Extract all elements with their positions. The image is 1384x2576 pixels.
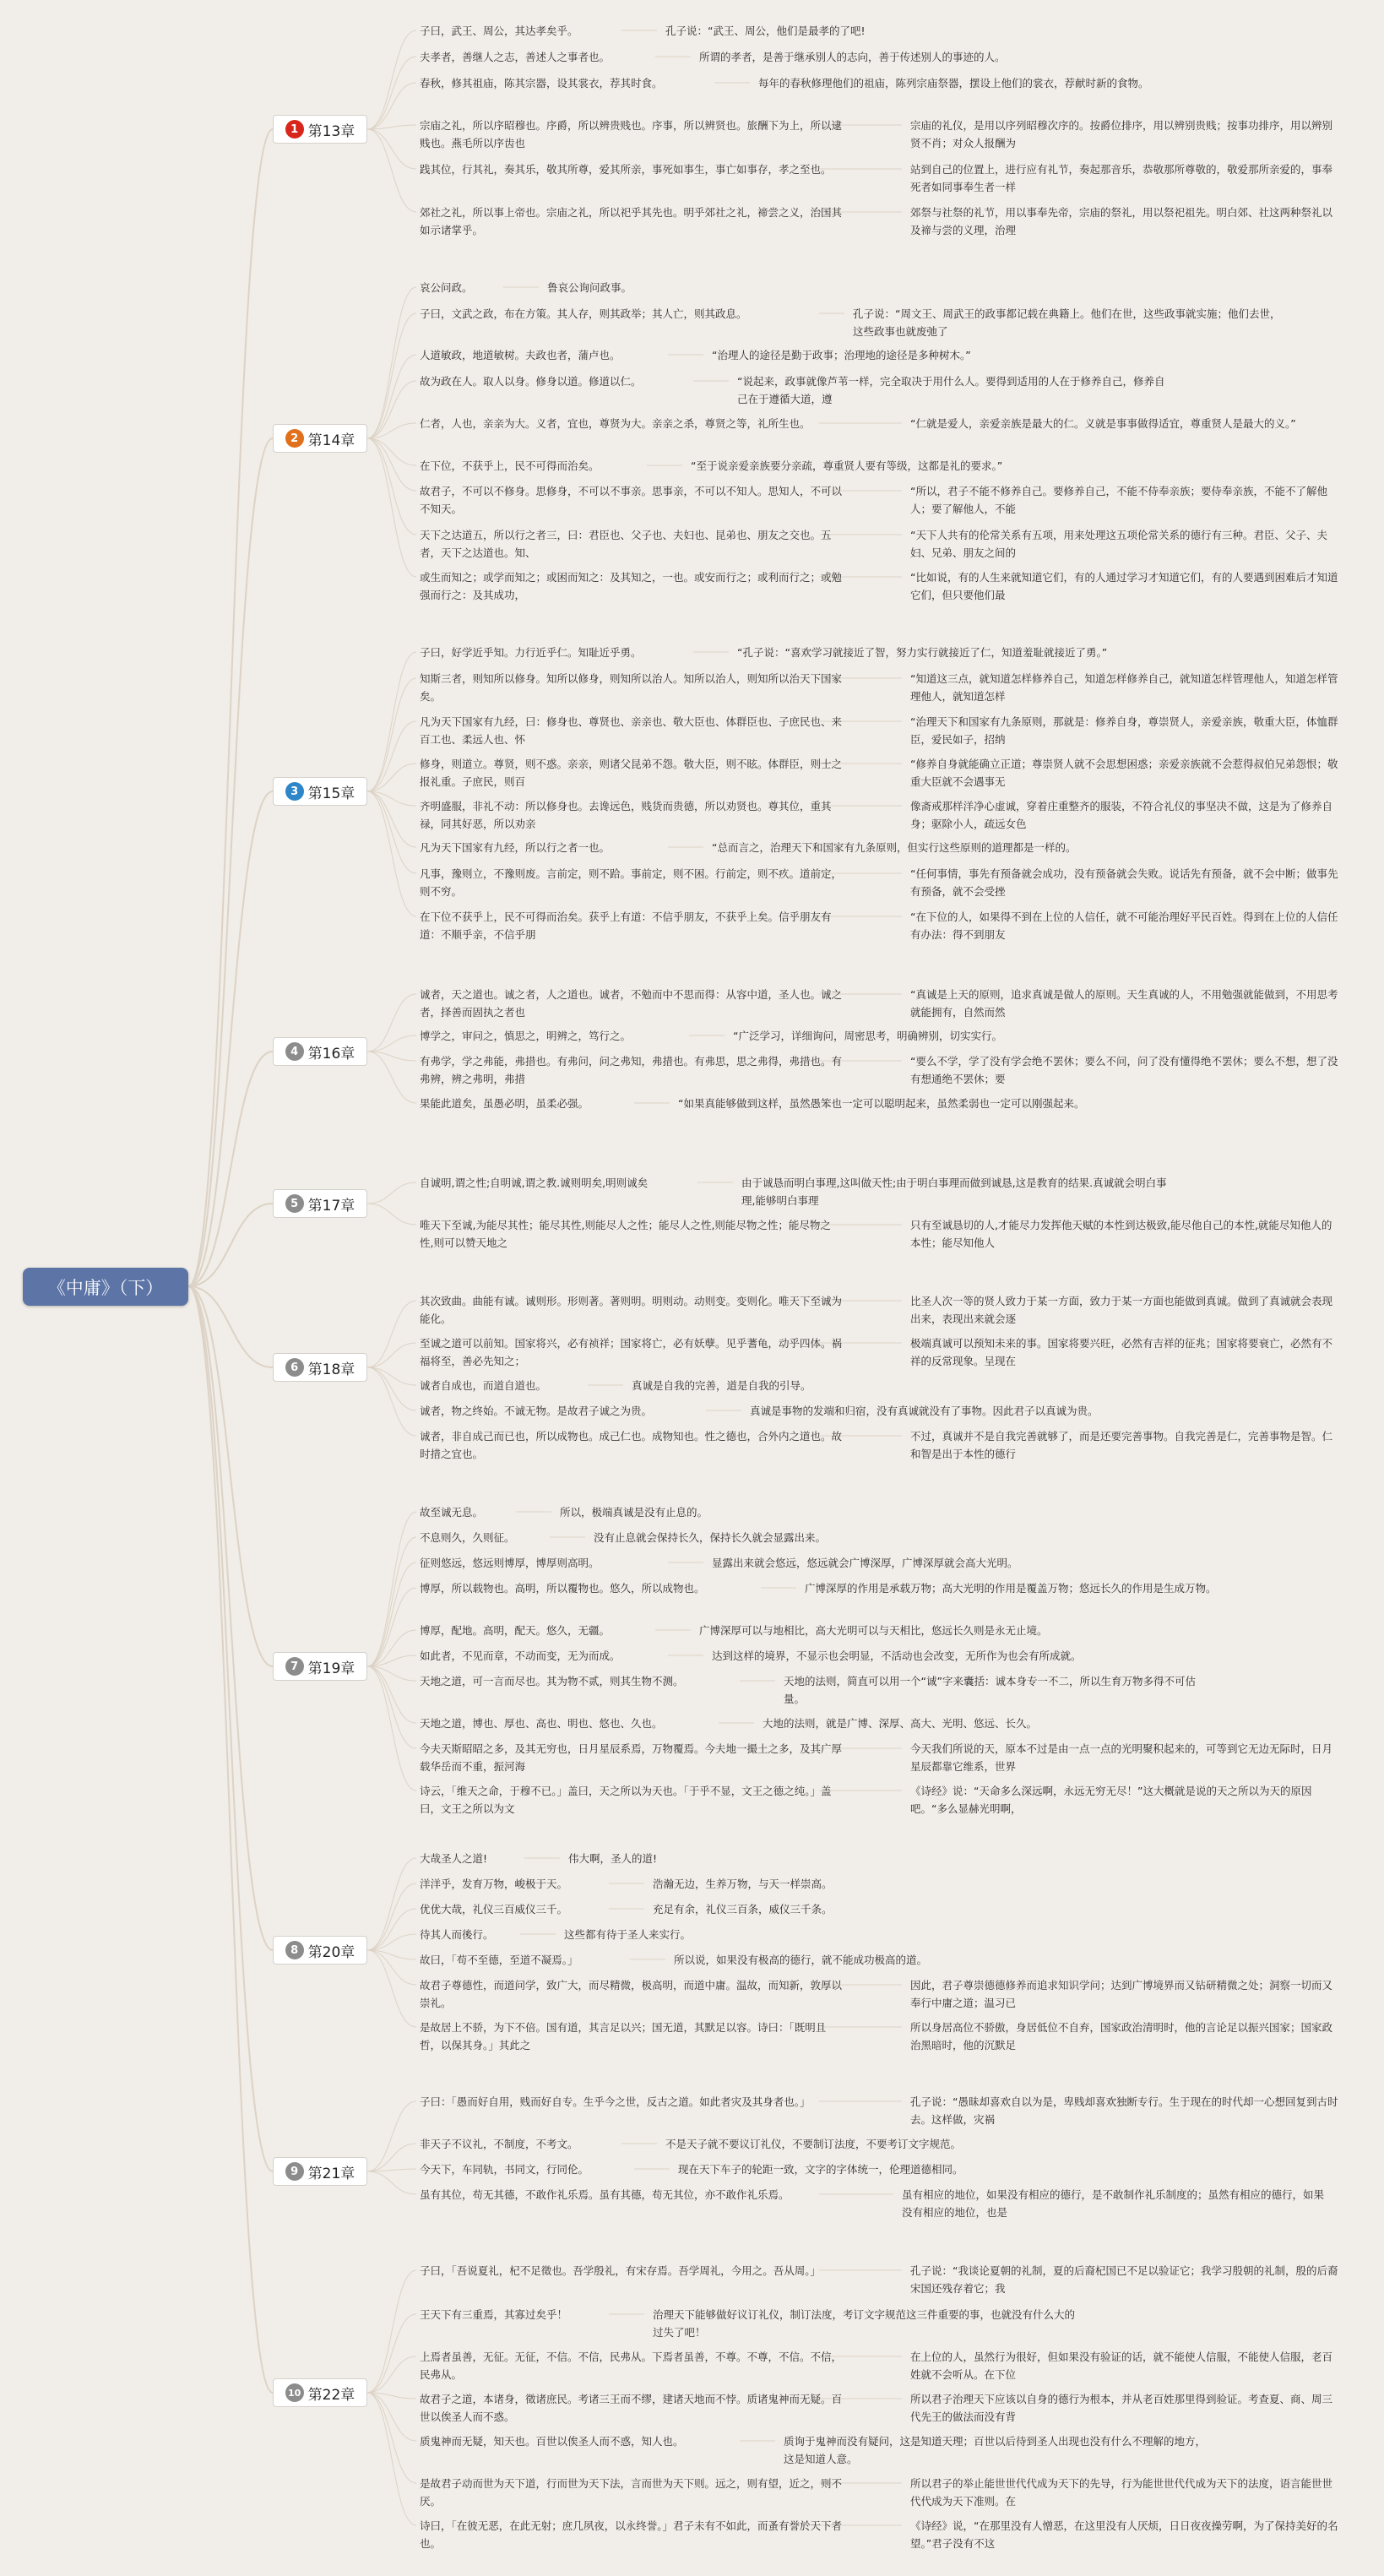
chapter-label: 第18章: [307, 1361, 355, 1378]
source-text-node[interactable]: 博厚，所以载物也。高明，所以覆物也。悠久，所以成物也。: [420, 1582, 705, 1595]
source-text-node[interactable]: 子曰：「愚而好自用，贱而好自专。生乎今之世，反古之道。如此者灾及其身者也。」: [420, 2095, 811, 2108]
source-text-node[interactable]: 故君子之道，本诸身，徵诸庶民。考诸三王而不缪，建诸天地而不悖。质诸鬼神而无疑。百世以俟圣人而不惑。: [420, 2393, 843, 2423]
connector: [367, 1204, 416, 1225]
translation-text-node[interactable]: 由于诚恳而明白事理,这叫做天性;由于明白事理而做到诚恳,这是教育的结果.真诚就会明白事理,能够明白事理: [741, 1177, 1167, 1207]
connector: [367, 381, 416, 438]
connector: [367, 1666, 416, 1748]
connector: [367, 2171, 416, 2194]
translation-text-node[interactable]: “任何事情，事先有预备就会成功，没有预备就会失败。说话先有预备，就不会中断；做事先有预备，就不会受挫: [910, 867, 1338, 898]
translation-text-node[interactable]: “总而言之，治理天下和国家有九条原则，但实行这些原则的道理都是一样的。: [712, 841, 1077, 854]
chapter-label: 第19章: [307, 1660, 355, 1677]
translation-text-node[interactable]: 鲁哀公询问政事。: [547, 281, 632, 294]
connector: [367, 1343, 416, 1367]
connector: [367, 2393, 416, 2525]
translation-text-node[interactable]: 比圣人次一等的贤人致力于某一方面，致力于某一方面也能做到真诚。做到了真诚就会表现出来，表现出来就会逐: [910, 1295, 1333, 1325]
translation-text-node[interactable]: 所谓的孝者，是善于继承别人的志向，善于传述别人的事迹的人。: [699, 51, 1006, 63]
translation-text-node[interactable]: 所以君子的举止能世世代代成为天下的先导，行为能世世代代成为天下的法度，语言能世世代代成为天下准则。在: [910, 2477, 1333, 2508]
connector: [367, 1052, 416, 1103]
source-text-node[interactable]: 夫孝者，善继人之志，善述人之事者也。: [420, 51, 611, 63]
connector: [367, 652, 416, 791]
chapter-node[interactable]: [273, 1652, 367, 1681]
connector: [367, 1883, 416, 1950]
translation-text-node[interactable]: “说起来，政事就像芦苇一样，完全取决于用什么人。要得到适用的人在于修养自己，修养自己在于遵循大道，遵: [737, 375, 1165, 405]
connector: [367, 57, 416, 129]
source-text-node[interactable]: 有弗学，学之弗能，弗措也。有弗问，问之弗知，弗措也。有弗思，思之弗得，弗措也。有弗辨，辨之弗明，弗措: [420, 1055, 843, 1085]
translation-text-node[interactable]: 极端真诚可以预知未来的事。国家将要兴旺，必然有吉祥的征兆；国家将要衰亡，必然有不祥的反常现象。呈现在: [910, 1337, 1333, 1367]
chapter-node[interactable]: [273, 1353, 367, 1382]
connector: [188, 1286, 273, 2393]
connector: [367, 313, 416, 438]
translation-text-node[interactable]: 真诚是事物的发端和归宿，没有真诚就没有了事物。因此君子以真诚为贵。: [750, 1405, 1099, 1417]
source-text-node[interactable]: 天地之道，博也、厚也、高也、明也、悠也、久也。: [420, 1717, 663, 1730]
translation-text-node[interactable]: 这些都有待于圣人来实行。: [564, 1928, 692, 1941]
chapter-number-badge: 2: [285, 429, 304, 448]
chapter-number-badge: 3: [285, 782, 304, 801]
connector: [367, 791, 416, 847]
translation-text-node[interactable]: “比如说，有的人生来就知道它们，有的人通过学习才知道它们，有的人要遇到困难后才知道它们，但只要他们最: [910, 571, 1338, 601]
source-text-node[interactable]: 哀公问政。: [420, 281, 473, 294]
source-text-node[interactable]: 修身，则道立。尊贤，则不惑。亲亲，则诸父昆弟不怨。敬大臣，则不眩。体群臣，则士之报礼重。子庶民，则百: [420, 758, 843, 788]
connector: [367, 1562, 416, 1666]
source-text-node[interactable]: 大哉圣人之道!: [420, 1852, 488, 1865]
connector: [367, 129, 416, 169]
source-text-node[interactable]: 或生而知之；或学而知之；或困而知之：及其知之，一也。或安而行之；或利而行之；或勉强而行之：及其成功，: [420, 571, 843, 601]
translation-text-node[interactable]: 因此，君子尊崇德德修养而追求知识学问；达到广博境界而又钻研精微之处；洞察一切而又奉行中庸之道；温习已: [910, 1979, 1333, 2009]
chapter-number-badge: 8: [285, 1941, 304, 1959]
source-text-node[interactable]: 优优大哉，礼仪三百威仪三千。: [420, 1903, 568, 1916]
source-text-node[interactable]: 上焉者虽善，无征。无征，不信。不信，民弗从。下焉者虽善，不尊。不尊，不信。不信，民弗从。: [420, 2350, 843, 2381]
connector: [367, 129, 416, 212]
connector: [367, 1666, 416, 1723]
chapter-number-badge: 4: [285, 1042, 304, 1061]
source-text-node[interactable]: 子曰，「吾说夏礼，杞不足徵也。吾学殷礼，有宋存焉。吾学周礼，今用之。吾从周。」: [420, 2264, 822, 2277]
translation-text-node[interactable]: 不过，真诚并不是自我完善就够了，而是还要完善事物。自我完善是仁，完善事物是智。仁和智是出于本性的德行: [910, 1430, 1333, 1460]
chapter-node[interactable]: [273, 1037, 367, 1066]
translation-text-node[interactable]: 宗庙的礼仪，是用以序列昭穆次序的。按爵位排序，用以辨别贵贱；按事功排序，用以辨别贤不肖；对众人报酬为: [910, 119, 1333, 149]
chapter-node[interactable]: [273, 115, 367, 144]
source-text-node[interactable]: 博学之，审问之，慎思之，明辨之，笃行之。: [420, 1030, 632, 1042]
chapter-label: 第20章: [307, 1943, 355, 1961]
translation-text-node[interactable]: 大地的法则，就是广博、深厚、高大、光明、悠远、长久。: [763, 1717, 1038, 1730]
connector: [367, 721, 416, 791]
source-text-node[interactable]: 如此者，不见而章，不动而变，无为而成。: [420, 1649, 621, 1662]
source-text-node[interactable]: 天下之达道五，所以行之者三，曰：君臣也、父子也、夫妇也、昆弟也、朋友之交也。五者，天下之达道也。知、: [420, 529, 832, 559]
translation-text-node[interactable]: “所以，君子不能不修养自己。要修养自己，不能不侍奉亲族；要侍奉亲族，不能不了解他人；要了解他人，不能: [910, 485, 1327, 515]
translation-text-node[interactable]: 所以，极端真诚是没有止息的。: [560, 1506, 708, 1519]
connector: [367, 2314, 416, 2393]
connector: [367, 1909, 416, 1950]
connector: [367, 438, 416, 465]
source-text-node[interactable]: 郊社之礼，所以事上帝也。宗庙之礼，所以祀乎其先也。明乎郊社之礼，禘尝之义，治国其如示诸掌乎。: [420, 206, 843, 236]
translation-text-node[interactable]: 浩瀚无边，生养万物，与天一样崇高。: [653, 1878, 833, 1890]
connector: [367, 791, 416, 916]
source-text-node[interactable]: 凡为天下国家有九经，所以行之者一也。: [420, 841, 611, 854]
source-text-node[interactable]: 唯天下至诚,为能尽其性；能尽其性,则能尽人之性；能尽人之性,则能尽物之性；能尽物之性,则可以赞天地之: [420, 1219, 831, 1249]
chapter-number-badge: 10: [285, 2383, 304, 2402]
translation-text-node[interactable]: 质询于鬼神而没有疑问，这是知道天理；百世以后待到圣人出现也没有什么不理解的地方，这是知道人意。: [784, 2435, 1207, 2465]
translation-text-node[interactable]: 充足有余，礼仪三百条，威仪三千条。: [653, 1903, 833, 1916]
source-text-node[interactable]: 凡事，豫则立，不豫则废。言前定，则不跲。事前定，则不困。行前定，则不疚。道前定，则不穷。: [420, 867, 843, 898]
source-text-node[interactable]: 宗庙之礼，所以序昭穆也。序爵，所以辨贵贱也。序事，所以辨贤也。旅酬下为上，所以逮贱也。燕毛所以序齿也: [420, 119, 843, 149]
translation-text-node[interactable]: 显露出来就会悠远，悠远就会广博深厚，广博深厚就会高大光明。: [712, 1557, 1018, 1569]
translation-text-node[interactable]: 天地的法则，简直可以用一个“诚”字来囊括：诚本身专一不二，所以生育万物多得不可估量。: [784, 1675, 1196, 1705]
translation-text-node[interactable]: 在上位的人，虽然行为很好，但如果没有验证的话，就不能使人信服，不能使人信服，老百姓就不会听从。在下位: [910, 2350, 1333, 2381]
translation-text-node[interactable]: “至于说亲爱亲族要分亲疏，尊重贤人要有等级，这都是礼的要求。”: [691, 459, 1003, 472]
source-text-node[interactable]: 仁者，人也，亲亲为大。义者，宜也，尊贤为大。亲亲之杀，尊贤之等，礼所生也。: [420, 417, 811, 430]
chapter-number-badge: 1: [285, 120, 304, 139]
source-text-node[interactable]: 在下位，不获乎上，民不可得而治矣。: [420, 459, 600, 472]
translation-text-node[interactable]: 今天我们所说的天，原本不过是由一点一点的光明聚积起来的，可等到它无边无际时，日月星辰都靠它维系，世界: [910, 1742, 1333, 1773]
source-text-node[interactable]: 子曰，好学近乎知。力行近乎仁。知耻近乎勇。: [420, 646, 642, 659]
translation-text-node[interactable]: “仁就是爱人，亲爱亲族是最大的仁。义就是事事做得适宜，尊重贤人是最大的义。”: [910, 417, 1296, 430]
translation-text-node[interactable]: 没有止息就会保持长久，保持长久就会显露出来。: [594, 1531, 827, 1544]
translation-text-node[interactable]: 广博深厚的作用是承载万物；高大光明的作用是覆盖万物；悠远长久的作用是生成万物。: [805, 1582, 1217, 1595]
source-text-node[interactable]: 子曰，武王、周公，其达孝矣乎。: [420, 24, 578, 37]
translation-text-node[interactable]: 孔子说：“我谈论夏朝的礼制，夏的后裔杞国已不足以验证它；我学习殷朝的礼制，殷的后裔宋国还残存着它；我: [910, 2264, 1338, 2295]
chapter-label: 第21章: [307, 2165, 355, 2182]
source-text-node[interactable]: 诗曰，「在彼无恶，在此无射；庶几夙夜，以永终誉。」君子未有不如此，而蚤有誉於天下者也。: [420, 2519, 843, 2550]
source-text-node[interactable]: 故曰，「苟不至德，至道不凝焉。」: [420, 1954, 578, 1966]
source-text-node[interactable]: 齐明盛服，非礼不动：所以修身也。去谗远色，贱货而贵德，所以劝贤也。尊其位，重其禄，同其好恶，所以劝亲: [420, 800, 832, 830]
source-text-node[interactable]: 故为政在人。取人以身。修身以道。修道以仁。: [420, 375, 642, 388]
connector: [367, 2393, 416, 2483]
source-text-node[interactable]: 是故居上不骄，为下不倍。国有道，其言足以兴；国无道，其默足以容。诗曰：「既明且哲，以保其身。」其此之: [420, 2021, 827, 2052]
connector: [367, 994, 416, 1052]
source-text-node[interactable]: 非天子不议礼，不制度，不考文。: [420, 2138, 578, 2150]
translation-text-node[interactable]: “治理天下和国家有九条原则，那就是：修养自身，尊崇贤人，亲爱亲族，敬重大臣，体恤群臣，爱民如子，招纳: [910, 715, 1338, 746]
connector: [188, 1286, 273, 2171]
connector: [367, 355, 416, 438]
source-text-node[interactable]: 是故君子动而世为天下道，行而世为天下法，言而世为天下则。远之，则有望，近之，则不厌。: [420, 2477, 843, 2508]
source-text-node[interactable]: 诚者，天之道也。诚之者，人之道也。诚者，不勉而中不思而得：从容中道，圣人也。诚之者，择善而固执之者也: [420, 988, 843, 1019]
connector: [367, 1858, 416, 1950]
source-text-node[interactable]: 凡为天下国家有九经，曰：修身也、尊贤也、亲亲也、敬大臣也、体群臣也、子庶民也、来百工也、柔远人也、怀: [420, 715, 843, 746]
connector: [367, 2144, 416, 2171]
connector: [367, 1537, 416, 1666]
source-text-node[interactable]: 至诚之道可以前知。国家将兴，必有祯祥；国家将亡，必有妖孽。见乎蓍龟，动乎四体。祸福将至，善必先知之；: [420, 1337, 843, 1367]
connector: [367, 1666, 416, 1791]
translation-text-node[interactable]: “真诚是上天的原则，追求真诚是做人的原则。天生真诚的人，不用勉强就能做到，不用思考就能拥有，自然而然: [910, 988, 1338, 1019]
translation-text-node[interactable]: “广泛学习，详细询问，周密思考，明确辨别，切实实行。: [733, 1030, 1002, 1042]
connector: [367, 438, 416, 535]
source-text-node[interactable]: 自诚明,谓之性;自明诚,谓之教.诚则明矣,明则诚矣: [420, 1177, 649, 1189]
chapter-label: 第15章: [307, 785, 355, 802]
chapter-node[interactable]: [273, 1936, 367, 1965]
connector: [367, 1950, 416, 1985]
connector: [367, 1512, 416, 1666]
chapter-node[interactable]: [273, 424, 367, 453]
translation-text-node[interactable]: 伟大啊，圣人的道!: [568, 1852, 658, 1865]
translation-text-node[interactable]: “知道这三点，就知道怎样修养自己，知道怎样修养自己，就知道怎样管理他人，知道怎样管理他人，就知道怎样: [910, 672, 1338, 703]
translation-text-node[interactable]: “要么不学，学了没有学会绝不罢休；要么不问，问了没有懂得绝不罢休；要么不想，想了没有想通绝不罢休；要: [910, 1055, 1338, 1085]
source-text-node[interactable]: 洋洋乎，发育万物，峻极于天。: [420, 1878, 568, 1890]
source-text-node[interactable]: 虽有其位，苟无其德，不敢作礼乐焉。虽有其德，苟无其位，亦不敢作礼乐焉。: [420, 2188, 790, 2201]
connector: [367, 1950, 416, 2027]
chapter-node[interactable]: [273, 2157, 367, 2186]
source-text-node[interactable]: 春秋，修其祖庙，陈其宗器，设其裳衣，荐其时食。: [420, 77, 663, 90]
translation-text-node[interactable]: 所以君子治理天下应该以自身的德行为根本，并从老百姓那里得到验证。考查夏、商、周三代先王的做法而没有背: [910, 2393, 1333, 2423]
translation-text-node[interactable]: 治理天下能够做好议订礼仪，制订法度，考订文字规范这三件重要的事，也就没有什么大的过失了吧！: [653, 2308, 1076, 2339]
translation-text-node[interactable]: 孔子说：“愚昧却喜欢自以为是，卑贱却喜欢独断专行。生于现在的时代却一心想回复到古时去。这样做，灾祸: [910, 2095, 1338, 2126]
source-text-node[interactable]: 王天下有三重焉，其寡过矣乎！: [420, 2308, 568, 2321]
chapter-node[interactable]: [273, 777, 367, 806]
source-text-node[interactable]: 故君子尊德性，而道问学，致广大，而尽精微，极高明，而道中庸。温故，而知新，敦厚以崇礼。: [420, 1979, 843, 2009]
translation-text-node[interactable]: 像斋戒那样洋净心虚诚，穿着庄重整齐的服装，不符合礼仪的事坚决不做，这是为了修养自身；驱除小人，疏远女色: [910, 800, 1333, 830]
translation-text-node[interactable]: “如果真能够做到这样，虽然愚笨也一定可以聪明起来，虽然柔弱也一定可以刚强起来。: [678, 1097, 1085, 1110]
translation-text-node[interactable]: “天下人共有的伦常关系有五项，用来处理这五项伦常关系的德行有三种。君臣、父子、夫妇、兄弟、朋友之间的: [910, 529, 1327, 559]
connector: [367, 678, 416, 791]
source-text-node[interactable]: 故至诚无息。: [420, 1506, 484, 1519]
chapter-label: 第22章: [307, 2386, 355, 2404]
connector: [367, 438, 416, 577]
translation-text-node[interactable]: 每年的春秋修理他们的祖庙，陈列宗庙祭器，摆设上他们的裳衣，荐献时新的食物。: [758, 77, 1149, 90]
connector: [188, 438, 273, 1286]
connector: [367, 1367, 416, 1410]
connector: [367, 2393, 416, 2441]
connector: [367, 30, 416, 129]
source-text-node[interactable]: 诚者，物之终始。不诚无物。是故君子诚之为贵。: [420, 1405, 653, 1417]
chapter-node[interactable]: [273, 2378, 367, 2407]
source-text-node[interactable]: 博厚，配地。高明，配天。悠久，无疆。: [420, 1624, 611, 1637]
chapter-label: 第14章: [307, 432, 355, 449]
source-text-node[interactable]: 诗云，「维天之命，于穆不已。」盖曰，天之所以为天也。「于乎不显，文王之德之纯。」盖曰，文王之所以为文: [420, 1785, 832, 1815]
translation-text-node[interactable]: “修养自身就能确立正道；尊崇贤人就不会思想困惑；亲爱亲族就不会惹得叔伯兄弟怨恨；敬重大臣就不会遇事无: [910, 758, 1338, 788]
chapter-number-badge: 7: [285, 1657, 304, 1676]
source-text-node[interactable]: 诚者，非自成己而已也，所以成物也。成己仁也。成物知也。性之德也，合外内之道也。故时措之宜也。: [420, 1430, 843, 1460]
source-text-node[interactable]: 在下位不获乎上，民不可得而治矣。获乎上有道：不信乎朋友，不获乎上矣。信乎朋友有道：不顺乎亲，不信乎朋: [420, 910, 832, 941]
translation-text-node[interactable]: 孔子说：“武王、周公，他们是最孝的了吧!: [665, 24, 866, 37]
translation-text-node[interactable]: 只有至诚恳切的人,才能尽力发挥他天赋的本性到达极致,能尽他自己的本性,就能尽知他人的本性；能尽知他人: [910, 1219, 1332, 1249]
chapter-label: 第17章: [307, 1197, 355, 1215]
connector: [367, 1367, 416, 1436]
source-text-node[interactable]: 征则悠远，悠远则博厚，博厚则高明。: [420, 1557, 600, 1569]
source-text-node[interactable]: 今天下，车同轨，书同文，行同伦。: [420, 2163, 589, 2176]
connector: [367, 2101, 416, 2171]
translation-text-node[interactable]: 所以说，如果没有极高的德行，就不能成功极高的道。: [674, 1954, 928, 1966]
source-text-node[interactable]: 质鬼神而无疑，知天也。百世以俟圣人而不惑，知人也。: [420, 2435, 684, 2448]
connector: [367, 2356, 416, 2393]
chapter-node[interactable]: [273, 1189, 367, 1218]
translation-text-node[interactable]: 孔子说：“周文王、周武王的政事都记载在典籍上。他们在世，这些政事就实施；他们去世，这些政事也就废弛了: [853, 307, 1281, 338]
source-text-node[interactable]: 诚者自成也，而道自道也。: [420, 1379, 547, 1392]
source-text-node[interactable]: 子曰，文武之政，布在方策。其人存，则其政举；其人亡，则其政息。: [420, 307, 747, 320]
connector: [367, 287, 416, 438]
translation-text-node[interactable]: 《诗经》说，“在那里没有人憎恶，在这里没有人厌烦，日日夜夜操劳啊，为了保持美好的名望。”君子没有不这: [910, 2519, 1338, 2550]
source-text-node[interactable]: 天地之道，可一言而尽也。其为物不贰，则其生物不测。: [420, 1675, 684, 1687]
source-text-node[interactable]: 故君子，不可以不修身。思修身，不可以不事亲。思事亲，不可以不知人。思知人，不可以不知天。: [420, 485, 843, 515]
source-text-node[interactable]: 知斯三者，则知所以修身。知所以修身，则知所以治人。知所以治人，则知所以治天下国家矣。: [420, 672, 843, 703]
translation-text-node[interactable]: 郊祭与社祭的礼节，用以事奉先帝，宗庙的祭礼，用以祭祀祖先。明白郊、社这两种祭礼以及禘与尝的义理，治理: [910, 206, 1333, 236]
translation-text-node[interactable]: 广博深厚可以与地相比，高大光明可以与天相比，悠远长久则是永无止境。: [699, 1624, 1048, 1637]
chapter-number-badge: 5: [285, 1194, 304, 1213]
connector: [367, 83, 416, 129]
translation-text-node[interactable]: “在下位的人，如果得不到在上位的人信任，就不可能治理好平民百姓。得到在上位的人信任有办法：得不到朋友: [910, 910, 1338, 941]
translation-text-node[interactable]: 真诚是自我的完善，道是自我的引导。: [632, 1379, 811, 1392]
translation-text-node[interactable]: 虽有相应的地位，如果没有相应的德行，是不敢制作礼乐制度的；虽然有相应的德行，如果没有相应的地位，也是: [902, 2188, 1325, 2219]
translation-text-node[interactable]: 现在天下车子的轮距一致，文字的字体统一，伦理道德相同。: [678, 2163, 963, 2176]
source-text-node[interactable]: 待其人而後行。: [420, 1928, 494, 1941]
connector: [367, 1182, 416, 1204]
connector: [367, 791, 416, 873]
source-text-node[interactable]: 践其位，行其礼，奏其乐，敬其所尊，爱其所亲，事死如事生，事亡如事存，孝之至也。: [420, 163, 832, 176]
translation-text-node[interactable]: 不是天子就不要议订礼仪，不要制订法度，不要考订文字规范。: [665, 2138, 962, 2150]
connector: [188, 129, 273, 1286]
source-text-node[interactable]: 今夫天斯昭昭之多，及其无穷也，日月星辰系焉，万物覆焉。今夫地一撮土之多，及其广厚载华岳而不重，振河海: [420, 1742, 843, 1773]
chapter-label: 第13章: [307, 122, 355, 140]
source-text-node[interactable]: 不息则久，久则征。: [420, 1531, 515, 1544]
source-text-node[interactable]: 人道敏政，地道敏树。夫政也者，蒲卢也。: [420, 349, 621, 361]
translation-text-node[interactable]: 站到自己的位置上，进行应有礼节，奏起那音乐，恭敬那所尊敬的，敬爱那所亲爱的，事奉死者如同事奉生者一样: [910, 163, 1333, 193]
translation-text-node[interactable]: 《诗经》说：“天命多么深远啊，永远无穷无尽！”这大概就是说的天之所以为天的原因吧。“多么显赫光明啊，: [910, 1785, 1312, 1815]
chapter-number-badge: 9: [285, 2162, 304, 2181]
translation-text-node[interactable]: “孔子说：“喜欢学习就接近了智，努力实行就接近了仁，知道羞耻就接近了勇。”: [737, 646, 1108, 659]
chapter-number-badge: 6: [285, 1358, 304, 1377]
translation-text-node[interactable]: 达到这样的境界，不显示也会明显，不活动也会改变，无所作为也会有所成就。: [712, 1649, 1082, 1662]
root-node[interactable]: 《中庸》（下）: [23, 1268, 188, 1306]
source-text-node[interactable]: 其次致曲。曲能有诚。诚则形。形则著。著则明。明则动。动则变。变则化。唯天下至诚为能化。: [420, 1295, 843, 1325]
source-text-node[interactable]: 果能此道矣，虽愚必明，虽柔必强。: [420, 1097, 589, 1110]
translation-text-node[interactable]: 所以身居高位不骄傲，身居低位不自弃，国家政治清明时，他的言论足以振兴国家；国家政治黑暗时，他的沉默足: [910, 2021, 1333, 2052]
translation-text-node[interactable]: “治理人的途径是勤于政事；治理地的途径是多种树木。”: [712, 349, 971, 361]
chapter-label: 第16章: [307, 1045, 355, 1062]
connector: [367, 1301, 416, 1367]
